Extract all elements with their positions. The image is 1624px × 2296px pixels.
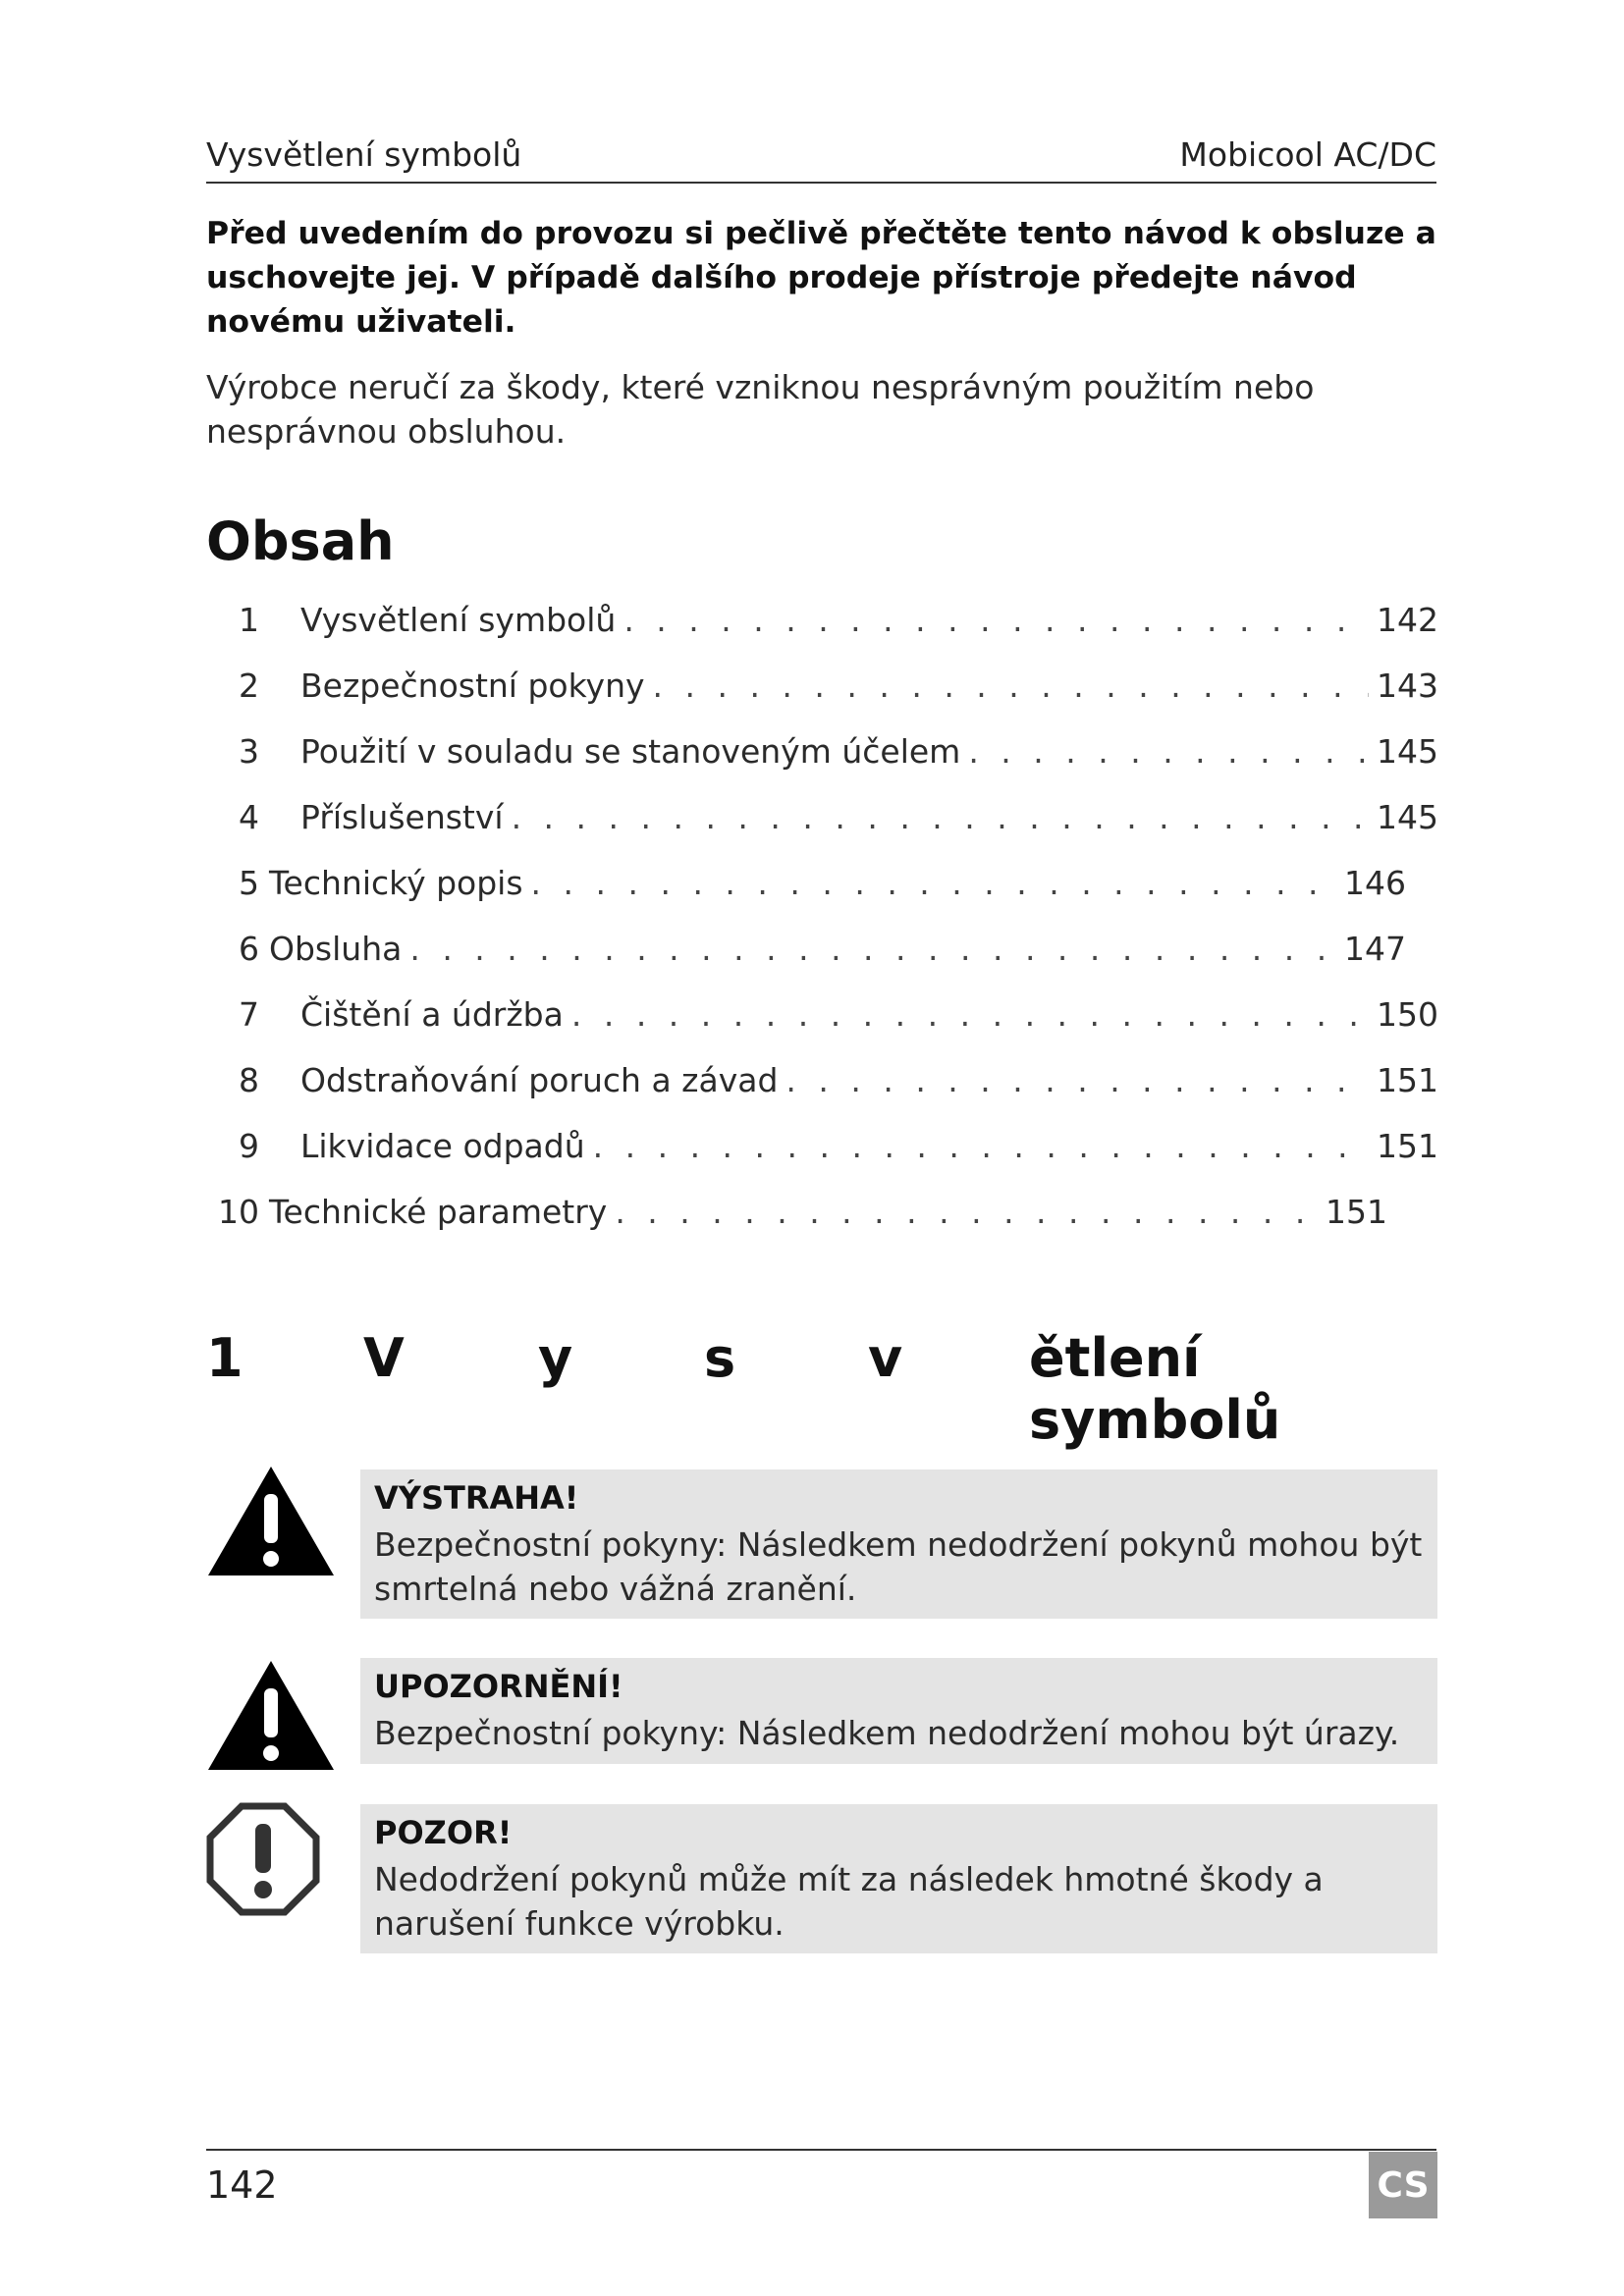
toc-entry-page: 145 [1377,798,1438,836]
toc-entry-label: Příslušenství [300,798,504,836]
section-heading-part: 1 [206,1327,244,1389]
toc-entry-number: 6 [239,930,259,968]
toc-dot-leader [623,601,1369,639]
toc-dot-leader [615,1193,1318,1231]
section-heading-part: V [363,1327,405,1389]
running-header-product: Mobicool AC/DC [1179,135,1436,174]
toc-entry[interactable] [206,995,1438,1039]
toc-dot-leader [571,995,1369,1034]
toc-entry-number: 7 [239,995,259,1034]
toc-entry-label: Obsluha [269,930,403,968]
toc-entry[interactable] [206,864,1406,907]
intro-important-note: Před uvedením do provozu si pečlivě přečtěte tento návod k obsluze a uschovejte jej. V případě dalšího prodeje přístroje předejte návod novému uživateli. [206,216,1436,340]
toc-entry-label: Použití v souladu se stanoveným účelem [300,732,961,771]
toc-entry-label: Vysvětlení symbolů [300,601,617,639]
toc-entry-page: 151 [1326,1193,1387,1231]
toc-entry-page: 151 [1377,1127,1438,1165]
section-heading-part: v [868,1327,903,1389]
toc-dot-leader [653,667,1369,705]
notice-title: VÝSTRAHA! [374,1479,579,1517]
language-badge: CS [1369,2152,1437,2218]
caution-notice [360,1658,1437,1764]
running-header-section: Vysvětlení symbolů [206,135,522,174]
warning-triangle-icon [206,1465,336,1577]
toc-dot-leader [512,798,1369,836]
toc-dot-leader [593,1127,1369,1165]
toc-entry-number: 8 [239,1061,259,1099]
toc-entry-label: Odstraňování poruch a závad [300,1061,779,1099]
toc-title: Obsah [206,510,395,572]
toc-entry-page: 143 [1377,667,1438,705]
toc-entry[interactable] [206,1061,1438,1104]
toc-entry[interactable] [206,732,1438,775]
toc-entry[interactable] [206,667,1438,710]
toc-dot-leader [968,732,1369,771]
toc-entry[interactable] [206,930,1406,973]
toc-dot-leader [409,930,1336,968]
notice-octagon-icon [206,1802,320,1916]
toc-entry[interactable] [206,601,1438,644]
toc-entry-page: 142 [1377,601,1438,639]
toc-entry[interactable] [206,1127,1438,1170]
toc-dot-leader [785,1061,1369,1099]
toc-entry-page: 150 [1377,995,1438,1034]
header-rule [206,182,1436,184]
toc-entry-number: 9 [239,1127,259,1165]
toc-entry-label: Likvidace odpadů [300,1127,585,1165]
toc-entry[interactable] [206,798,1438,841]
toc-entry-number: 1 [239,601,259,639]
toc-entry-label: Technické parametry [269,1193,608,1231]
toc-entry-page: 147 [1344,930,1406,968]
toc-entry-label: Technický popis [269,864,523,902]
toc-entry-number: 3 [239,732,259,771]
toc-entry-number: 2 [239,667,259,705]
notice-title: UPOZORNĚNÍ! [374,1668,623,1705]
section-heading-part: s [704,1327,736,1389]
toc-entry-page: 151 [1377,1061,1438,1099]
notice-text: Bezpečnostní pokyny: Následkem nedodržení pokynů mohou být smrtelná nebo vážná zranění. [374,1525,1423,1608]
toc-entry-number: 4 [239,798,259,836]
warning-notice [360,1469,1437,1619]
toc-entry[interactable] [206,1193,1387,1236]
notice-text: Nedodržení pokynů může mít za následek hmotné škody a narušení funkce výrobku. [374,1860,1324,1943]
caution-triangle-icon [206,1659,336,1772]
toc-entry-page: 145 [1377,732,1438,771]
section-heading-part: ětlení symbolů [1029,1327,1281,1451]
intro-liability-note: Výrobce neručí za škody, které vzniknou nesprávným použitím nebo nesprávnou obsluhou. [206,368,1315,451]
page-number: 142 [206,2163,278,2207]
toc-entry-label: Bezpečnostní pokyny [300,667,645,705]
notice-title: POZOR! [374,1814,513,1851]
toc-dot-leader [531,864,1336,902]
toc-entry-page: 146 [1344,864,1406,902]
pozor-notice [360,1804,1437,1953]
section-heading-part: y [538,1327,573,1389]
notice-text: Bezpečnostní pokyny: Následkem nedodržení mohou být úrazy. [374,1714,1400,1752]
toc-entry-number: 10 [218,1193,259,1231]
section-heading [206,1327,1438,1451]
footer-rule [206,2149,1436,2151]
toc-entry-number: 5 [239,864,259,902]
toc-entry-label: Čištění a údržba [300,995,564,1034]
